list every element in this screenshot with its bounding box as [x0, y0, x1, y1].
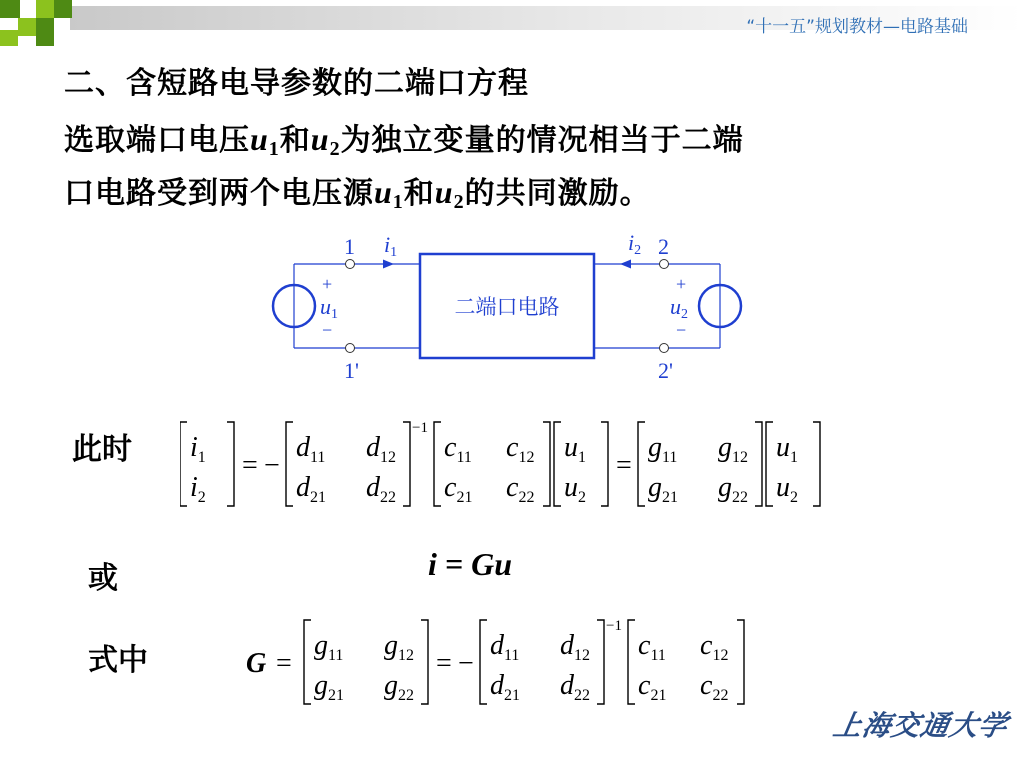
checker-logo-icon — [0, 0, 72, 46]
matrix-bracket-right — [403, 422, 410, 506]
matrix-bracket-left — [766, 422, 773, 506]
d-matrix-cell: $d_{22}$ — [366, 472, 396, 506]
c-matrix-cell: $c_{11}$ — [638, 630, 666, 664]
plus-2: + — [676, 274, 687, 294]
text: 选取端口电压 — [64, 123, 250, 158]
g-matrix-cell: $g_{22}$ — [718, 472, 748, 506]
var-u: u — [310, 121, 330, 157]
current-2-label: i2 — [628, 230, 642, 258]
text: 和 — [403, 176, 435, 211]
matrix-bracket-right — [601, 422, 608, 506]
label-where: 式中 — [88, 643, 148, 678]
matrix-bracket-right — [597, 620, 604, 704]
port-1-prime-label: 1' — [344, 358, 359, 383]
c-matrix-cell: $c_{22}$ — [700, 670, 729, 704]
port-1-label: 1 — [344, 234, 355, 259]
matrix-bracket-left — [434, 422, 441, 506]
minus-sign: − — [458, 648, 474, 679]
d-matrix-cell: $d_{21}$ — [296, 472, 326, 506]
matrix-bracket-right — [421, 620, 428, 704]
g-matrix-cell: $g_{12}$ — [718, 432, 748, 466]
terminal-2 — [660, 260, 669, 269]
u-vector-cell: $u_2$ — [564, 472, 586, 506]
paragraph-line-2 — [64, 168, 651, 214]
matrix-bracket-right — [755, 422, 762, 506]
current-arrow-2-head — [620, 260, 631, 269]
c-matrix-cell: $c_{12}$ — [506, 432, 535, 466]
text: 的共同激励。 — [464, 176, 651, 211]
course-title: “十一五”规划教材—电路基础 — [746, 17, 968, 37]
current-1-label: i1 — [384, 232, 398, 260]
terminal-1-prime — [346, 344, 355, 353]
c-matrix-cell: $c_{11}$ — [444, 432, 472, 466]
g-matrix-cell: $g_{12}$ — [384, 630, 414, 664]
lhs-vector-cell: $i_2$ — [190, 472, 206, 506]
lhs-vector-cell: $i_1$ — [190, 432, 206, 466]
box-label: 二端口电路 — [454, 295, 560, 319]
g-symbol: G — [246, 648, 267, 679]
matrix-bracket-left — [304, 620, 311, 704]
equals-sign: = — [436, 648, 452, 679]
plus-1: + — [322, 274, 333, 294]
label-at-this-time: 此时 — [72, 432, 132, 467]
var-u: u — [434, 174, 454, 210]
u-vector-cell: $u_2$ — [776, 472, 798, 506]
two-port-circuit-diagram — [260, 228, 760, 388]
minus-2: − — [676, 320, 687, 340]
matrix-bracket-left — [286, 422, 293, 506]
current-arrow-1-head — [383, 260, 394, 269]
g-matrix-cell: $g_{21}$ — [314, 670, 344, 704]
label-or: 或 — [88, 561, 118, 596]
matrix-bracket-right — [737, 620, 744, 704]
inverse-exponent: −1 — [412, 420, 428, 436]
subscript: 2 — [453, 191, 465, 213]
g-matrix-cell: $g_{22}$ — [384, 670, 414, 704]
c-matrix-cell: $c_{21}$ — [444, 472, 473, 506]
g-matrix-cell: $g_{11}$ — [648, 432, 678, 466]
text: 口电路受到两个电压源 — [64, 176, 374, 211]
matrix-bracket-left — [480, 620, 487, 704]
g-matrix-cell: $g_{11}$ — [314, 630, 344, 664]
minus-sign: − — [264, 450, 280, 481]
matrix-bracket-left — [180, 422, 187, 506]
subscript: 1 — [268, 138, 280, 160]
matrix-bracket-left — [628, 620, 635, 704]
subscript: 2 — [329, 138, 341, 160]
u-vector-cell: $u_1$ — [776, 432, 798, 466]
voltage-1-label: u1 — [320, 294, 338, 322]
terminal-2-prime — [660, 344, 669, 353]
var-u: u — [374, 174, 393, 210]
subscript: 1 — [392, 191, 404, 213]
minus-1: − — [322, 320, 333, 340]
d-matrix-cell: $d_{12}$ — [366, 432, 396, 466]
d-matrix-cell: $d_{22}$ — [560, 670, 590, 704]
terminal-1 — [346, 260, 355, 269]
d-matrix-cell: $d_{11}$ — [296, 432, 326, 466]
voltage-2-label: u2 — [670, 294, 688, 322]
matrix-equation — [180, 414, 900, 514]
equals-sign: = — [276, 648, 292, 679]
text: 和 — [279, 123, 311, 158]
university-logo: 上海交通大学 — [830, 709, 1011, 742]
c-matrix-cell: $c_{12}$ — [700, 630, 729, 664]
matrix-bracket-left — [638, 422, 645, 506]
equals-sign: = — [242, 450, 258, 481]
c-matrix-cell: $c_{22}$ — [506, 472, 535, 506]
u-vector-cell: $u_1$ — [564, 432, 586, 466]
text: 为独立变量的情况相当于二端 — [340, 123, 744, 158]
matrix-bracket-right — [543, 422, 550, 506]
matrix-bracket-right — [813, 422, 820, 506]
d-matrix-cell: $d_{11}$ — [490, 630, 520, 664]
matrix-bracket-left — [554, 422, 561, 506]
section-heading: 二、含短路电导参数的二端口方程 — [64, 66, 529, 101]
d-matrix-cell: $d_{21}$ — [490, 670, 520, 704]
g-matrix-cell: $g_{21}$ — [648, 472, 678, 506]
g-matrix-definition — [240, 612, 800, 712]
var-u: u — [250, 121, 269, 157]
port-2-prime-label: 2' — [658, 358, 673, 383]
matrix-bracket-right — [227, 422, 234, 506]
c-matrix-cell: $c_{21}$ — [638, 670, 667, 704]
port-2-label: 2 — [658, 234, 669, 259]
equals-sign: = — [616, 450, 632, 481]
inverse-exponent: −1 — [606, 618, 622, 634]
d-matrix-cell: $d_{12}$ — [560, 630, 590, 664]
paragraph-line-1 — [64, 115, 744, 161]
compact-equation: i = Gu — [428, 546, 513, 582]
